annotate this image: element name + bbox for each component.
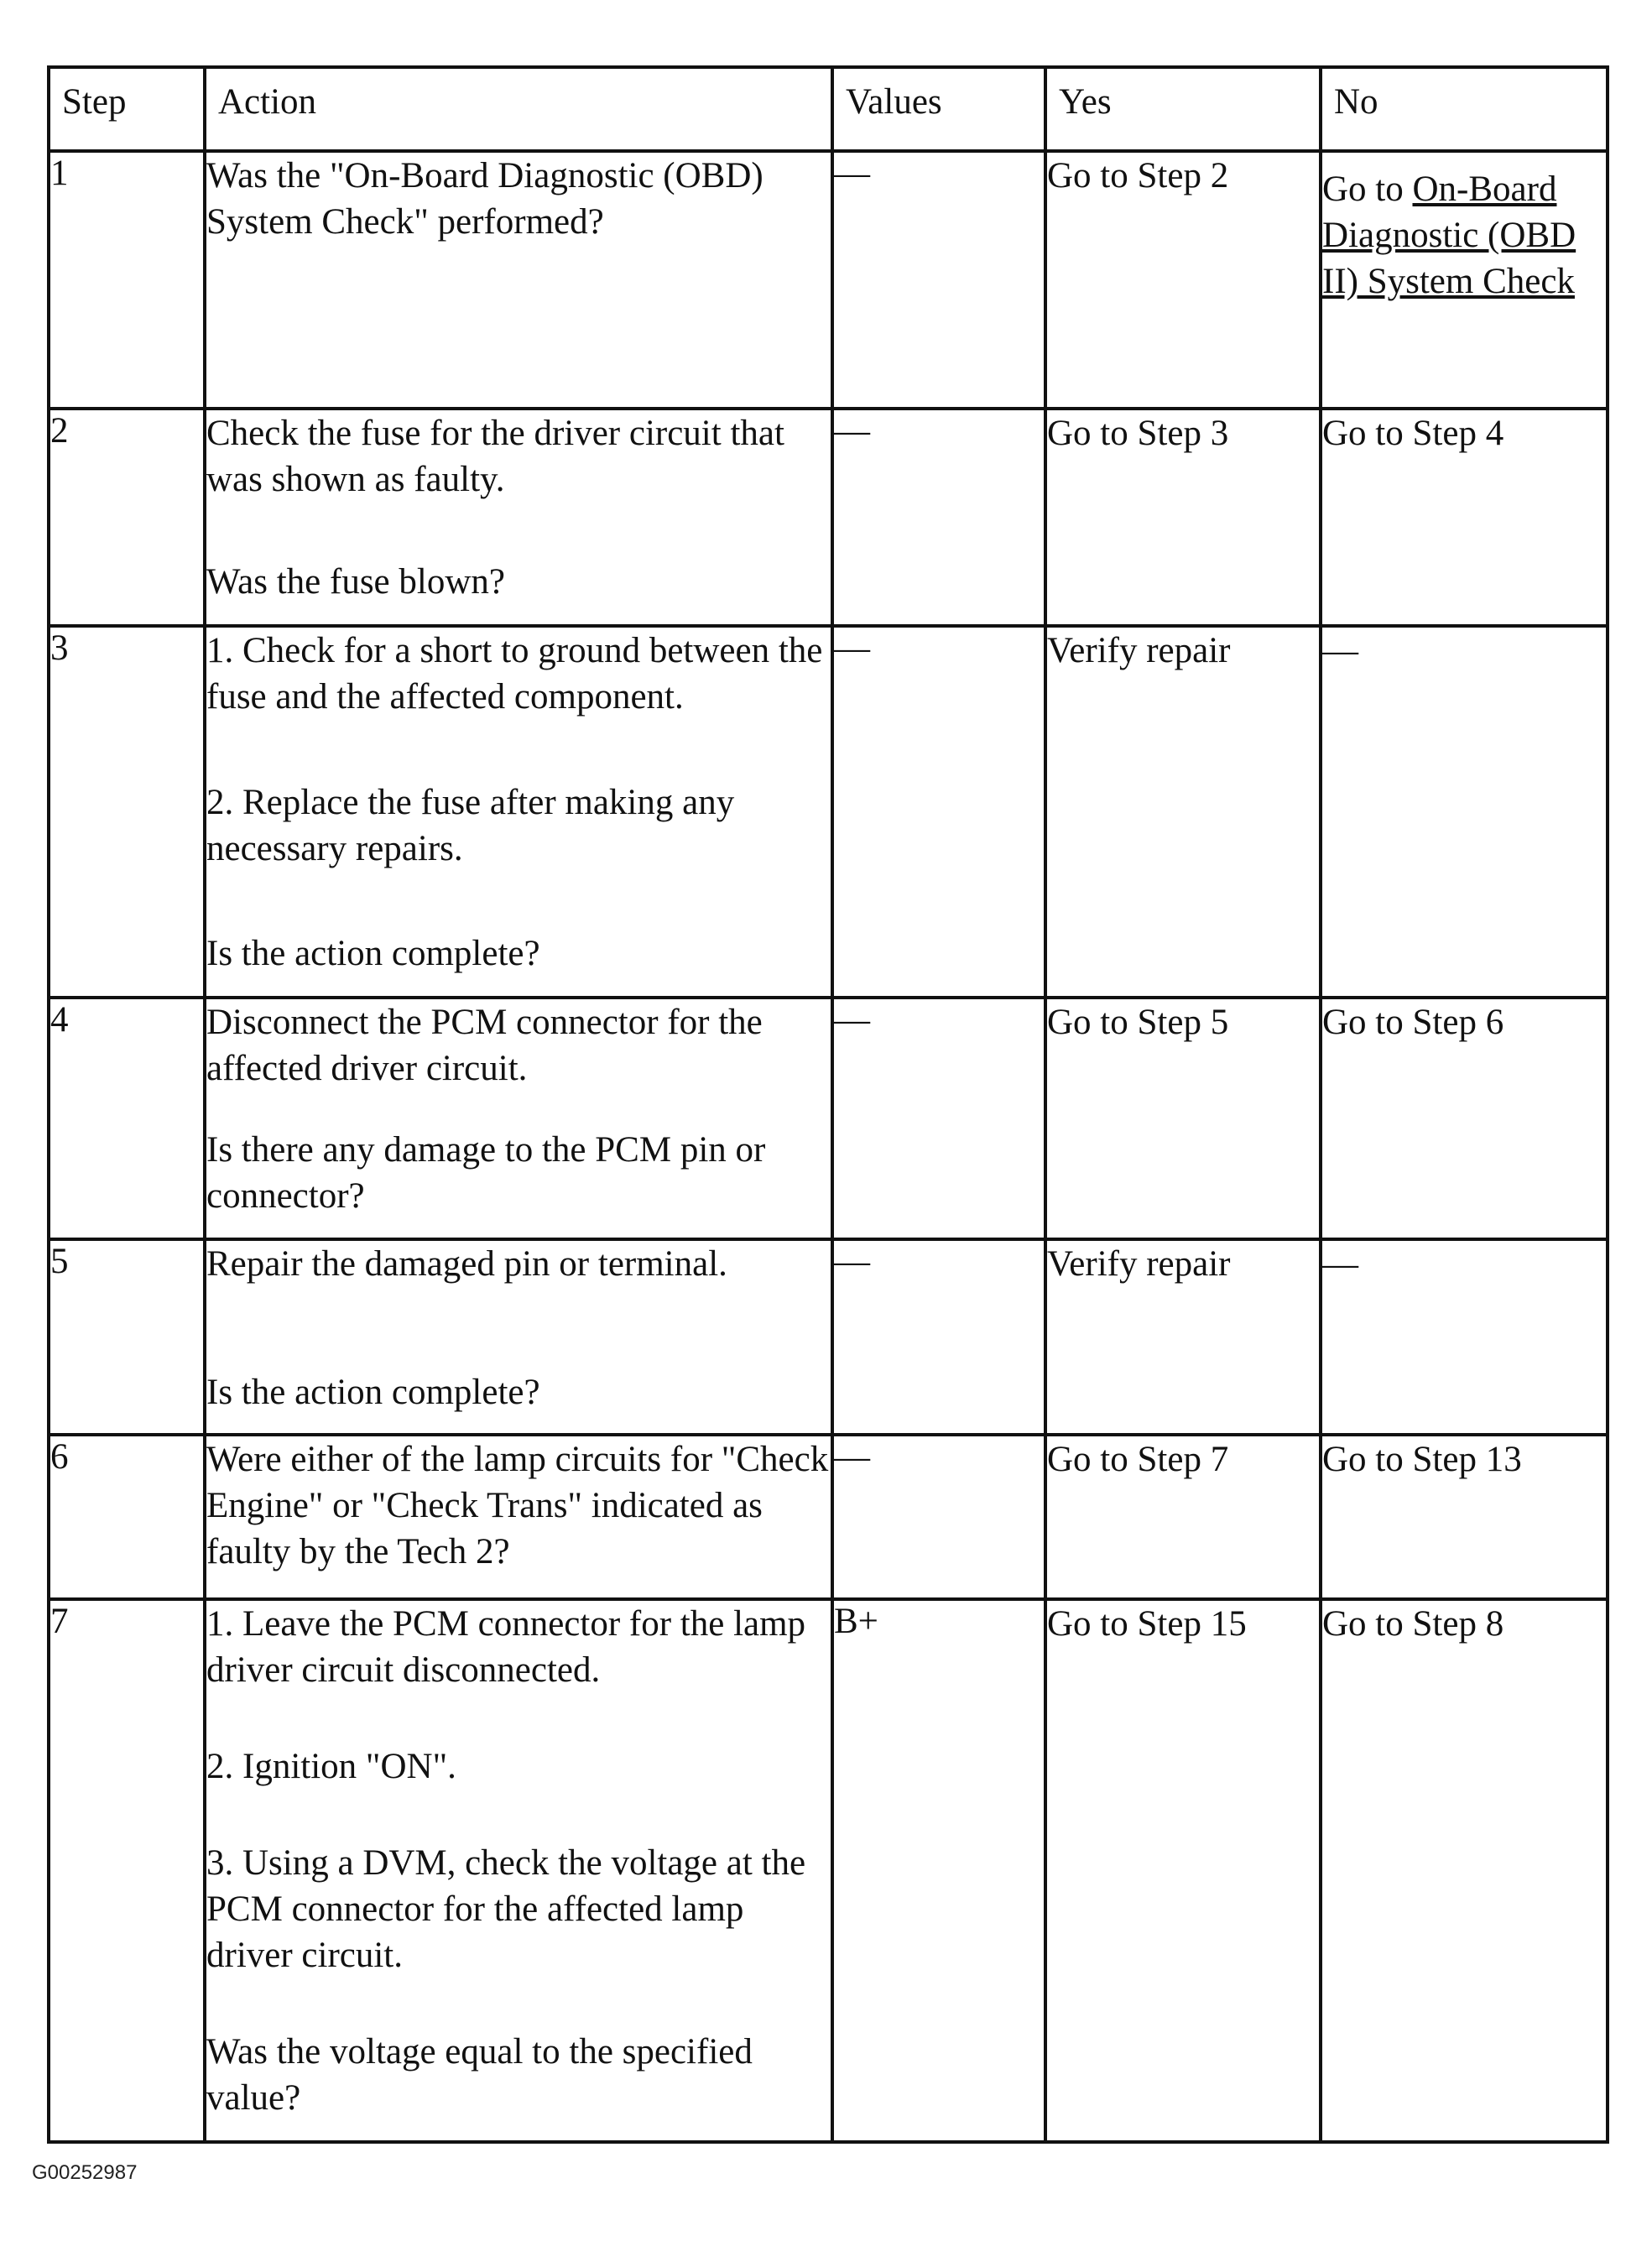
action-text: Disconnect the PCM connector for the affected driver circuit. [206, 1003, 763, 1088]
values-cell [832, 151, 1045, 409]
action-cell [205, 1599, 832, 2142]
table-row [49, 626, 1608, 998]
action-question: Is the action complete? [206, 934, 540, 973]
action-text: 1. Check for a short to ground between the fuse and the affected component. [206, 631, 823, 717]
step-number: 6 [49, 1435, 205, 1599]
action-cell [205, 998, 832, 1239]
step-number: 1 [49, 151, 205, 409]
action-question: Is there any damage to the PCM pin or connector? [206, 1130, 766, 1216]
step-number: 2 [49, 409, 205, 626]
no-cell: Go to Step 8 [1321, 1599, 1608, 2142]
action-cell [205, 1239, 832, 1435]
header-step: Step [49, 67, 205, 151]
step-number: 5 [49, 1239, 205, 1435]
table-row [49, 998, 1608, 1239]
action-text: 1. Leave the PCM connector for the lamp driver circuit disconnected. [206, 1604, 806, 1690]
action-cell [205, 151, 832, 409]
action-text: 3. Using a DVM, check the voltage at the PCM connector for the affected lamp driver circuit. [206, 1843, 806, 1975]
value-dash: — [834, 1000, 870, 1040]
action-text: Repair the damaged pin or terminal. [206, 1244, 727, 1284]
no-prefix: Go to [1322, 169, 1413, 209]
values-cell: B+ [832, 1599, 1045, 2142]
value-dash: — [834, 1242, 870, 1281]
header-action: Action [205, 67, 832, 151]
yes-cell: Go to Step 5 [1045, 998, 1321, 1239]
value-dash: — [834, 154, 870, 193]
no-cell: Go to Step 6 [1321, 998, 1608, 1239]
obd-system-check-link[interactable]: On-Board Diagnostic (OBD II) System Check [1322, 169, 1576, 301]
action-question: Was the voltage equal to the specified value? [206, 2032, 753, 2118]
action-text: Check the fuse for the driver circuit that was shown as faulty. [206, 414, 784, 499]
no-cell: — [1321, 626, 1608, 998]
yes-cell: Go to Step 15 [1045, 1599, 1321, 2142]
action-cell [205, 1435, 832, 1599]
no-cell [1321, 151, 1608, 409]
table-row [49, 409, 1608, 626]
values-cell [832, 1435, 1045, 1599]
step-number: 4 [49, 998, 205, 1239]
value-dash: — [834, 628, 870, 668]
values-cell [832, 409, 1045, 626]
table-row [49, 151, 1608, 409]
action-question: Were either of the lamp circuits for "Check Engine" or "Check Trans" indicated as faulty by the Tech 2? [206, 1440, 829, 1571]
action-text: 2. Ignition "ON". [206, 1747, 456, 1786]
action-question: Was the fuse blown? [206, 562, 505, 602]
values-cell [832, 626, 1045, 998]
no-cell: Go to Step 13 [1321, 1435, 1608, 1599]
table-row [49, 1435, 1608, 1599]
action-text: 2. Replace the fuse after making any necessary repairs. [206, 782, 735, 868]
yes-cell: Go to Step 7 [1045, 1435, 1321, 1599]
no-cell: Go to Step 4 [1321, 409, 1608, 626]
header-yes: Yes [1045, 67, 1321, 151]
values-cell [832, 998, 1045, 1239]
header-values: Values [832, 67, 1045, 151]
value-dash: — [834, 411, 870, 451]
values-cell [832, 1239, 1045, 1435]
action-cell [205, 626, 832, 998]
diagnostic-table [47, 65, 1609, 2144]
action-question: Is the action complete? [206, 1373, 540, 1412]
yes-cell: Verify repair [1045, 626, 1321, 998]
table-row [49, 1599, 1608, 2142]
value-dash: — [834, 1437, 870, 1477]
yes-cell: Go to Step 2 [1045, 151, 1321, 409]
yes-cell: Verify repair [1045, 1239, 1321, 1435]
step-number: 3 [49, 626, 205, 998]
header-row [49, 67, 1608, 151]
no-cell: — [1321, 1239, 1608, 1435]
action-text: Was the "On-Board Diagnostic (OBD) System Check" performed? [206, 156, 763, 242]
header-no: No [1321, 67, 1608, 151]
figure-id: G00252987 [32, 2161, 138, 2184]
yes-cell: Go to Step 3 [1045, 409, 1321, 626]
step-number: 7 [49, 1599, 205, 2142]
action-cell [205, 409, 832, 626]
table-row [49, 1239, 1608, 1435]
